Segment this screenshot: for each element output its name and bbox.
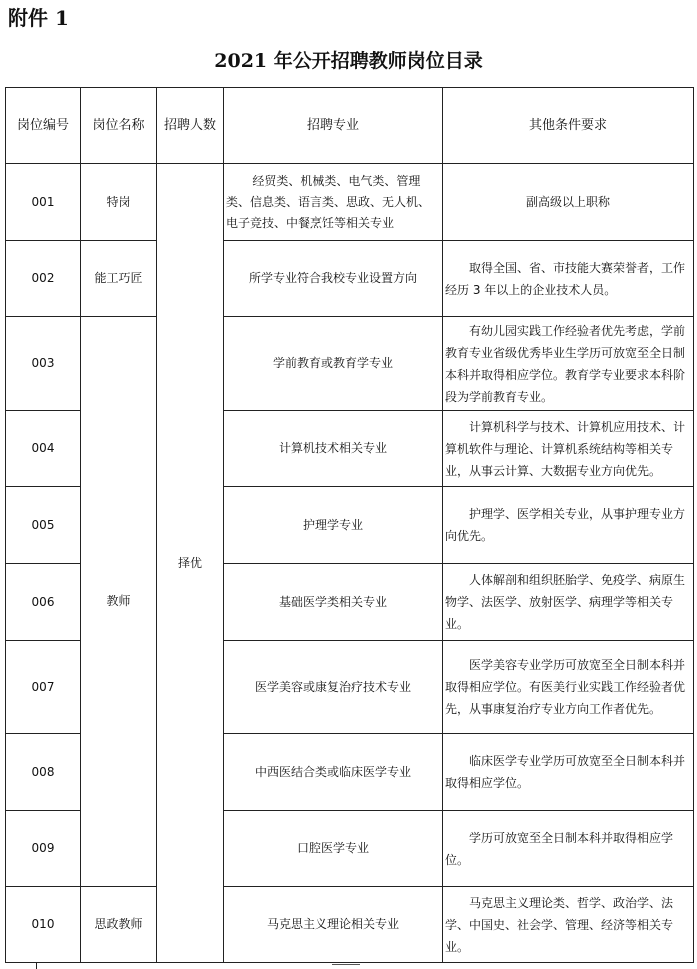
table-header-row [6, 88, 694, 164]
recruit-major: 经贸类、机械类、电气类、管理类、信息类、语言类、思政、无人机、电子竞技、中餐烹饪等相关专业 [224, 164, 443, 241]
other-requirement: 临床医学专业学历可放宽至全日制本科并取得相应学位。 [443, 734, 694, 811]
header-name: 岗位名称 [81, 88, 157, 164]
header-code: 岗位编号 [6, 88, 81, 164]
position-name: 思政教师 [81, 887, 157, 963]
recruit-major: 医学美容或康复治疗技术专业 [224, 641, 443, 734]
position-catalog-table [5, 87, 694, 963]
position-code: 007 [6, 641, 81, 734]
position-name: 教师 [81, 317, 157, 887]
position-code: 009 [6, 811, 81, 887]
other-requirement: 人体解剖和组织胚胎学、免疫学、病原生物学、法医学、放射医学、病理学等相关专业。 [443, 564, 694, 641]
recruit-major: 护理学专业 [224, 487, 443, 564]
header-requirement: 其他条件要求 [443, 88, 694, 164]
other-requirement: 护理学、医学相关专业，从事护理专业方向优先。 [443, 487, 694, 564]
position-code: 004 [6, 411, 81, 487]
table-row [6, 887, 694, 963]
other-requirement: 学历可放宽至全日制本科并取得相应学位。 [443, 811, 694, 887]
header-count: 招聘人数 [157, 88, 224, 164]
page-edge-mark [332, 964, 360, 965]
attachment-label: 附件 1 [8, 6, 69, 30]
page-edge-mark [36, 962, 37, 969]
table-row [6, 241, 694, 317]
position-code: 006 [6, 564, 81, 641]
recruit-major: 马克思主义理论相关专业 [224, 887, 443, 963]
recruit-major: 基础医学类相关专业 [224, 564, 443, 641]
position-code: 001 [6, 164, 81, 241]
position-code: 005 [6, 487, 81, 564]
recruit-major: 口腔医学专业 [224, 811, 443, 887]
other-requirement: 计算机科学与技术、计算机应用技术、计算机软件与理论、计算机系统结构等相关专业，从事云计算、大数据专业方向优先。 [443, 411, 694, 487]
header-major: 招聘专业 [224, 88, 443, 164]
position-name: 能工巧匠 [81, 241, 157, 317]
recruit-major: 计算机技术相关专业 [224, 411, 443, 487]
table-row [6, 317, 694, 411]
other-requirement: 取得全国、省、市技能大赛荣誉者，工作经历 3 年以上的企业技术人员。 [443, 241, 694, 317]
page-title: 2021 年公开招聘教师岗位目录 [214, 50, 483, 72]
other-requirement: 马克思主义理论类、哲学、政治学、法学、中国史、社会学、管理、经济等相关专业。 [443, 887, 694, 963]
position-name: 特岗 [81, 164, 157, 241]
recruit-major: 中西医结合类或临床医学专业 [224, 734, 443, 811]
other-requirement: 医学美容专业学历可放宽至全日制本科并取得相应学位。有医美行业实践工作经验者优先，从事康复治疗专业方向工作者优先。 [443, 641, 694, 734]
position-code: 008 [6, 734, 81, 811]
table-row [6, 164, 694, 241]
other-requirement: 有幼儿园实践工作经验者优先考虑，学前教育专业省级优秀毕业生学历可放宽至全日制本科并取得相应学位。教育学专业要求本科阶段为学前教育专业。 [443, 317, 694, 411]
position-code: 002 [6, 241, 81, 317]
recruit-major: 所学专业符合我校专业设置方向 [224, 241, 443, 317]
recruit-count: 择优 [157, 164, 224, 963]
position-code: 010 [6, 887, 81, 963]
recruit-major: 学前教育或教育学专业 [224, 317, 443, 411]
position-code: 003 [6, 317, 81, 411]
other-requirement: 副高级以上职称 [443, 164, 694, 241]
